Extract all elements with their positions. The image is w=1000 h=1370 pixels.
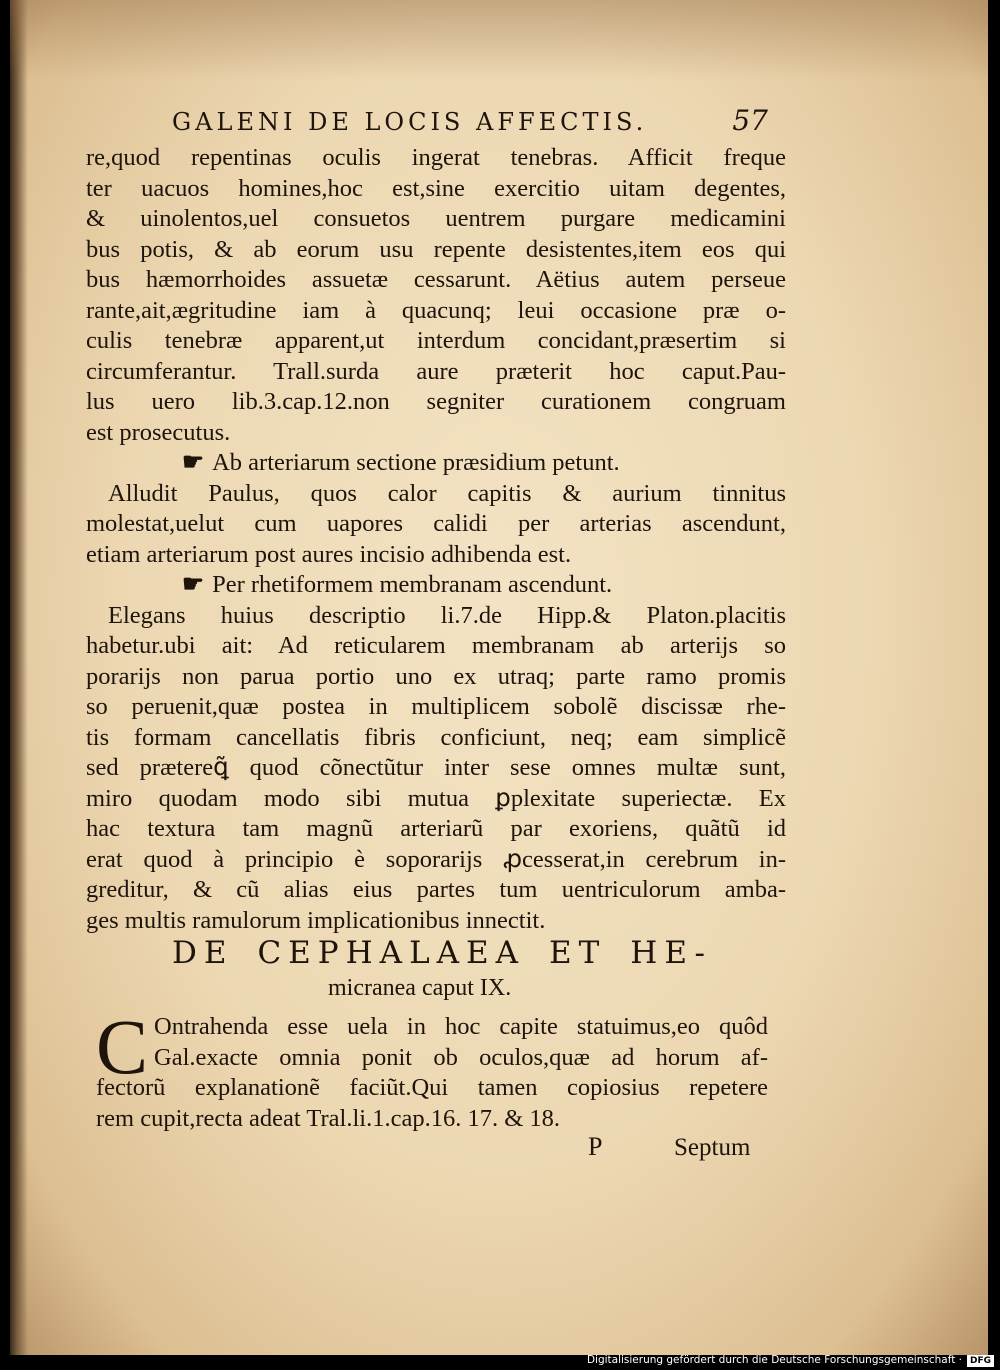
chapter-text (96, 1003, 768, 1134)
text-line (86, 631, 786, 662)
text-line-content: culis tenebræ apparent,ut interdum concidant,præsertim si (86, 327, 786, 354)
page-stain (10, 0, 988, 80)
text-line (86, 418, 786, 449)
text-line (86, 235, 786, 266)
page-number: 57 (732, 104, 768, 137)
body-text (86, 143, 786, 936)
chapter-text-line: Gal.exacte omnia ponit ob oculos,quæ ad horum af- (154, 1043, 768, 1071)
text-line (86, 784, 786, 815)
page-gutter-shadow (10, 0, 28, 1355)
text-line-content: est prosecutus. (86, 418, 231, 446)
text-line-content: tis formam cancellatis fibris conficiunt, neq; eam simplicẽ (86, 723, 786, 751)
drop-cap: C (96, 1003, 149, 1090)
text-line (86, 204, 786, 235)
digitization-credit: Digitalisierung gefördert durch die Deutsche Forschungsgemeinschaft · (586, 1354, 962, 1366)
text-line-content: ges multis ramulorum implicationibus innectit. (86, 906, 546, 934)
text-line (86, 662, 786, 693)
text-line (86, 570, 786, 601)
text-line-content: sed prætereꝗ̃ quod cõnectũtur inter sese omnes multæ sunt, (86, 754, 786, 781)
book-page (10, 0, 988, 1355)
chapter-text-line: Ontrahenda esse uela in hoc capite statuimus,eo quôd (154, 1013, 768, 1040)
text-line (86, 906, 786, 937)
text-line-content: etiam arteriarum post aures incisio adhibenda est. (86, 540, 572, 568)
text-line (86, 509, 786, 540)
text-line-content: & uinolentos,uel consuetos uentrem purgare medicamini (86, 205, 786, 232)
text-line-content: ter uacuos homines,hoc est,sine exercitio uitam degentes, (86, 174, 786, 202)
text-line-content: Per rhetiformem membranam ascendunt. (212, 571, 613, 598)
running-head: GALENI DE LOCIS AFFECTIS. (172, 108, 648, 136)
text-line (86, 387, 786, 418)
text-line (86, 479, 786, 510)
text-line (86, 723, 786, 754)
text-line (86, 540, 786, 571)
catchword: Septum (674, 1134, 751, 1161)
text-line-content: miro quodam modo sibi mutua ꝑplexitate superiectæ. Ex (86, 784, 786, 812)
text-line (86, 845, 786, 876)
text-line-content: bus hæmorrhoides assuetæ cessarunt. Aëtius autem perseue (86, 266, 786, 293)
text-line-content: bus potis, & ab eorum usu repente desistentes,item eos qui (86, 235, 786, 263)
text-line (86, 814, 786, 845)
text-line-content: Elegans huius descriptio li.7.de Hipp.& Platon.placitis (108, 601, 786, 629)
chapter-title: DE CEPHALAEA ET HE- (172, 935, 712, 971)
text-line (86, 601, 786, 632)
chapter-text-line: fectorũ explanationẽ faciũt.Qui tamen copiosius repetere (96, 1074, 768, 1101)
text-line (86, 326, 786, 357)
text-line-content: rante,ait,ægritudine iam à quacunq; leui occasione præ o- (86, 296, 786, 324)
text-line-content: porarijs non parua portio uno ex utraq; parte ramo promis (86, 662, 786, 690)
paragraph-mark-icon: ☛ (182, 571, 211, 598)
text-line-content: re,quod repentinas oculis ingerat tenebras. Afficit freque (86, 144, 786, 171)
paragraph-mark-icon: ☛ (182, 449, 211, 476)
text-line (86, 692, 786, 723)
text-line-content: Ab arteriarum sectione præsidium petunt. (212, 449, 620, 476)
text-line-content: greditur, & cũ alias eius partes tum uentriculorum amba- (86, 876, 786, 903)
dfg-logo: DFG (967, 1355, 994, 1367)
text-line-content: hac textura tam magnũ arteriarũ par exoriens, quãtũ id (86, 815, 786, 842)
text-line (86, 143, 786, 174)
text-line-content: lus uero lib.3.cap.12.non segniter curationem congruam (86, 388, 786, 415)
page-header (172, 104, 778, 140)
text-line (86, 753, 786, 784)
text-line (86, 875, 786, 906)
text-line (86, 265, 786, 296)
text-line (86, 448, 786, 479)
text-line-content: erat quod à principio è soporarijs ꝓcesserat,in cerebrum in- (86, 845, 786, 873)
text-line (86, 296, 786, 327)
text-line-content: molestat,uelut cum uapores calidi per arterias ascendunt, (86, 510, 786, 537)
text-line-content: Alludit Paulus, quos calor capitis & aurium tinnitus (108, 479, 786, 507)
text-line (86, 357, 786, 388)
text-line-content: circumferantur. Trall.surda aure præterit hoc caput.Pau- (86, 357, 786, 385)
chapter-text-line: rem cupit,recta adeat Tral.li.1.cap.16. 17. & 18. (96, 1104, 561, 1132)
chapter-subtitle: micranea caput IX. (328, 975, 512, 1001)
signature-mark: P (588, 1132, 603, 1161)
text-line-content: habetur.ubi ait: Ad reticularem membranam ab arterijs so (86, 632, 786, 659)
text-line (86, 174, 786, 205)
text-line-content: so peruenit,quæ postea in multiplicem sobolẽ discissæ rhe- (86, 693, 786, 720)
